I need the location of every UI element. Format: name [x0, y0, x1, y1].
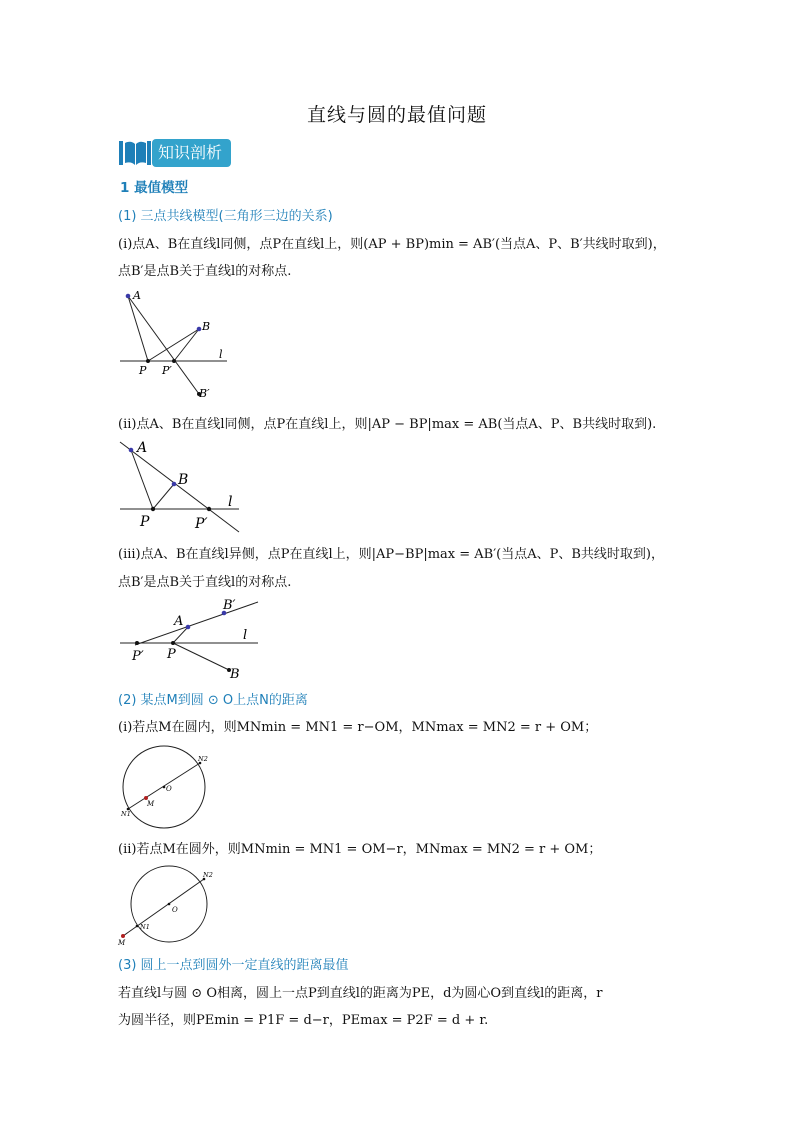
fig3-label-l: l: [243, 628, 248, 643]
case1-line2: 点B′是点B关于直线l的对称点.: [118, 264, 292, 279]
fig1-label-A: A: [133, 289, 141, 302]
figure-2: [115, 436, 255, 534]
fig1-label-l: l: [219, 348, 223, 361]
fig4-label-N2: N2: [198, 755, 208, 763]
figure-3: [115, 594, 265, 682]
fig3-label-B: B: [230, 667, 240, 682]
fig3-label-P-prime: P′: [132, 649, 144, 664]
case3-line2: 点B′是点B关于直线l的对称点.: [118, 575, 292, 590]
subsection-heading-3: (3) 圆上一点到圆外一定直线的距离最值: [118, 958, 349, 973]
case5-line1: (ii)若点M在圆外，则MNmin = MN1 = OM−r，MNmax = MN2 = r + OM；: [118, 842, 602, 857]
fig2-label-l: l: [228, 494, 233, 510]
section-heading: 1 最值模型: [120, 180, 189, 196]
case6-line1: 若直线l与圆 ⊙ O相离，圆上一点P到直线l的距离为PE，d为圆心O到直线l的距离，r: [118, 986, 603, 1001]
fig3-label-B-prime: B′: [223, 598, 236, 613]
case4-line1: (i)若点M在圆内，则MNmin = MN1 = r−OM，MNmax = MN2 = r + OM；: [118, 720, 598, 735]
case2-line1: (ii)点A、B在直线l同侧，点P在直线l上，则|AP − BP|max = AB(当点A、P、B共线时取到).: [118, 417, 657, 432]
fig5-label-N1: N1: [140, 923, 150, 931]
fig2-label-P: P: [140, 514, 150, 530]
section-badge: 知识剖析: [152, 139, 231, 167]
book-icon: [118, 138, 152, 168]
fig2-label-A: A: [137, 440, 148, 456]
figure-4: [118, 743, 218, 831]
fig1-label-P-prime: P′: [162, 364, 172, 377]
fig1-label-B-prime: B′: [199, 387, 210, 400]
figure-1: [115, 285, 245, 403]
figure-5: [115, 862, 220, 946]
fig4-label-O: O: [166, 785, 172, 793]
fig3-label-A: A: [174, 614, 184, 629]
case1-line1: (i)点A、B在直线l同侧，点P在直线l上，则(AP + BP)min = AB′(当点A、P、B′共线时取到)，: [118, 237, 666, 252]
fig2-label-P-prime: P′: [195, 516, 208, 532]
case6-line2: 为圆半径，则PEmin = P1F = d−r，PEmax = P2F = d + r.: [118, 1013, 489, 1028]
fig5-label-O: O: [172, 906, 178, 914]
fig4-label-M: M: [147, 800, 155, 808]
case3-line1: (iii)点A、B在直线l异侧，点P在直线l上，则|AP−BP|max = AB′(当点A、P、B共线时取到)，: [118, 547, 665, 562]
page-title: 直线与圆的最值问题: [306, 104, 487, 126]
fig1-label-P: P: [139, 364, 147, 377]
fig3-label-P: P: [167, 647, 176, 662]
fig5-label-M: M: [118, 939, 126, 946]
fig4-label-N1: N1: [121, 810, 131, 818]
subsection-heading-1: (1) 三点共线模型(三角形三边的关系): [118, 209, 333, 224]
fig2-label-B: B: [178, 472, 189, 488]
subsection-heading-2: (2) 某点M到圆 ⊙ O上点N的距离: [118, 693, 308, 708]
fig1-label-B: B: [202, 320, 211, 333]
fig5-label-N2: N2: [203, 871, 213, 879]
